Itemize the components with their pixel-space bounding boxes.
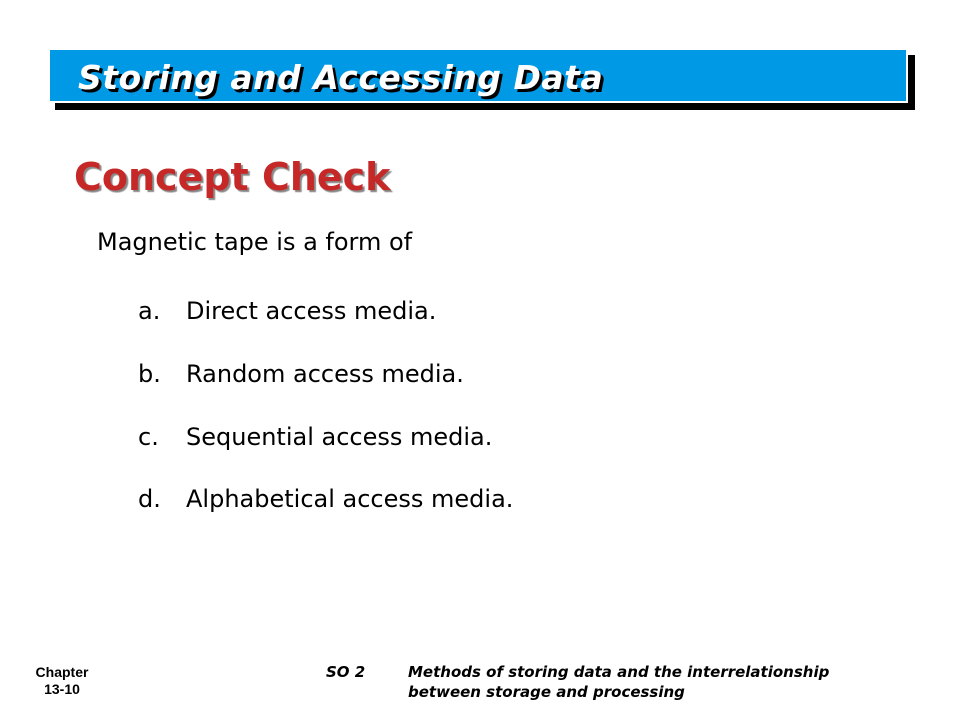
chapter-text: Chapter: [35, 664, 89, 680]
slide-title: Storing and Accessing Data: [78, 58, 604, 97]
option-letter: a.: [138, 297, 161, 325]
so-line-2: between storage and processing: [408, 683, 685, 701]
option-letter: b.: [138, 360, 161, 388]
study-objective: [326, 662, 829, 702]
option-d[interactable]: [138, 485, 513, 513]
so-line-1: Methods of storing data and the interrelationship: [408, 663, 830, 681]
option-b[interactable]: [138, 360, 464, 388]
so-number: SO 2: [326, 663, 366, 681]
option-letter: d.: [138, 485, 161, 513]
chapter-label: [22, 664, 102, 698]
slide-number: 13-10: [44, 681, 80, 697]
title-banner: [48, 48, 908, 103]
option-letter: c.: [138, 423, 159, 451]
option-text: Direct access media.: [186, 297, 437, 325]
option-text: Random access media.: [186, 360, 464, 388]
concept-check-heading: Concept Check: [74, 155, 391, 199]
question-text: Magnetic tape is a form of: [97, 228, 413, 256]
option-text: Sequential access media.: [186, 423, 493, 451]
option-a[interactable]: [138, 297, 436, 325]
option-text: Alphabetical access media.: [186, 485, 514, 513]
option-c[interactable]: [138, 423, 492, 451]
